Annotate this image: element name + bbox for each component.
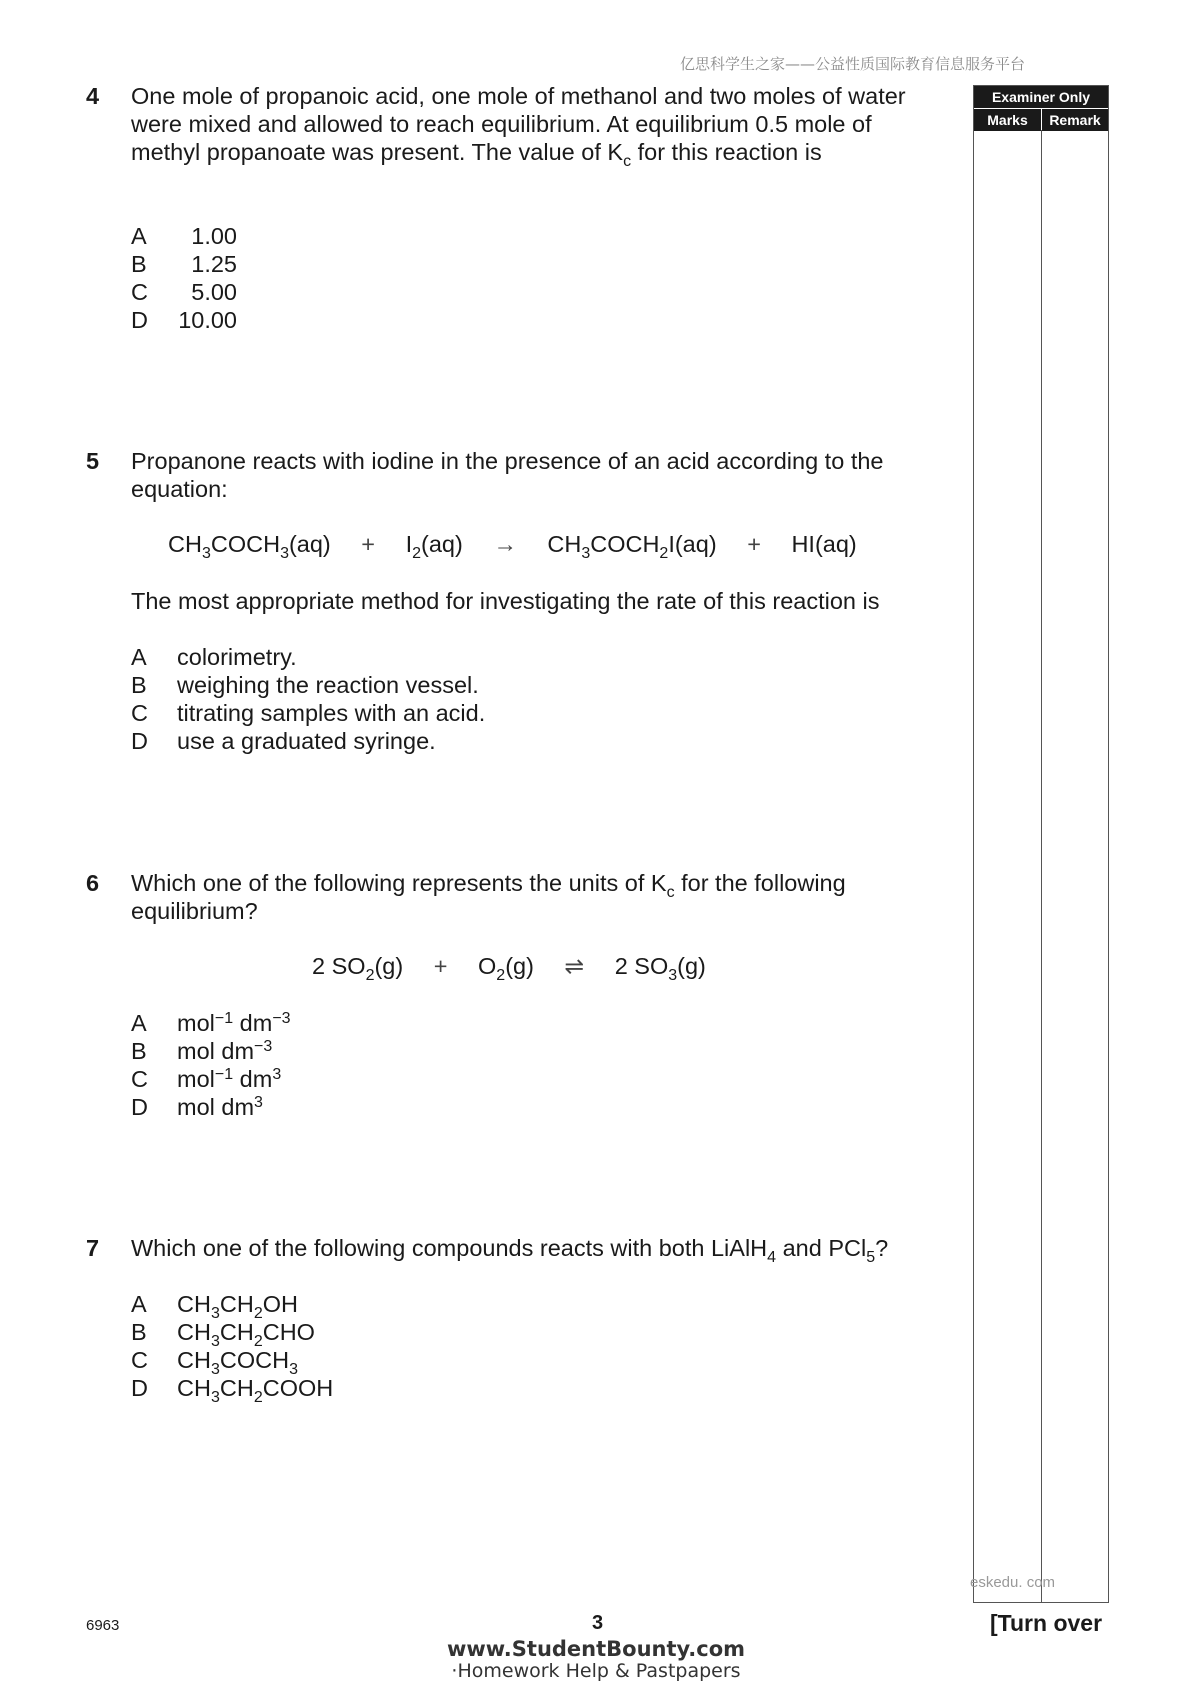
question-6 [86,869,926,925]
remark-column-header: Remark [1049,112,1101,128]
equilibrium-equation: 2 $SO_2(g) + O_2(g)$ ⇌ 2 $SO_3(g)$ [312,953,706,984]
option-b: B weighing the reaction vessel. [131,672,479,698]
question-text: Which one of the following represents the units of $K_c$ for the following equilibrium? [131,870,846,924]
page-number: 3 [592,1612,604,1634]
q7-options [131,1290,334,1406]
examiner-only-box [973,85,1109,1603]
q5-options [131,643,485,755]
studentbounty-logo[interactable] [446,1638,746,1682]
option-c: C 5.00 [131,279,237,305]
column-divider [1041,130,1042,1602]
question-number: 6 [86,870,100,896]
header-watermark: 亿思科学生之家——公益性质国际教育信息服务平台 [680,55,1026,73]
logo-url: www.StudentBounty.com [446,1637,746,1661]
logo-tagline: ·Homework Help & Pastpapers [451,1660,741,1682]
question-5-stem [86,587,926,615]
examiner-only-title: Examiner Only [974,86,1108,108]
option-d: D use a graduated syringe. [131,728,436,754]
question-5 [86,447,926,503]
question-4 [86,82,926,170]
turn-over-label: [Turn over [990,1610,1103,1636]
q4-options [131,222,237,334]
option-c: C $CH_3COCH_3$ [131,1347,298,1378]
option-b: B $CH_3CH_2CHO$ [131,1319,315,1350]
option-c: C mol$^{-1}$ $dm^3$ [131,1066,282,1092]
question-7 [86,1234,926,1266]
eskedu-watermark: eskedu. com [970,1574,1056,1591]
q6-options [131,1009,291,1121]
option-a: A mol$^{-1}$ $dm^{-3}$ [131,1010,291,1036]
question-text: Propanone reacts with iodine in the presence of an acid according to the equation: [131,448,884,502]
question-number: 7 [86,1235,100,1261]
option-b: B mol $dm^{-3}$ [131,1038,273,1064]
option-a: A $CH_3CH_2OH$ [131,1291,298,1322]
examiner-columns-header [974,108,1108,131]
question-text: The most appropriate method for investigating the rate of this reaction is [131,588,880,614]
marks-column-header: Marks [974,109,1042,131]
question-number: 4 [86,83,100,109]
question-text: One mole of propanoic acid, one mole of methanol and two moles of water were mixed and allowed to reach equilibrium. At equilibrium 0.5 mole of methyl propanoate was present. The value of $K_c$ for this reaction is [131,83,906,170]
option-a: A colorimetry. [131,644,297,670]
question-number: 5 [86,448,100,474]
option-d: D mol $dm^3$ [131,1094,263,1120]
option-a: A 1.00 [131,223,237,249]
option-c: C titrating samples with an acid. [131,700,486,726]
reaction-equation: $CH_3COCH_3(aq) + I_2(aq)$ → $CH_3COCH_2I(aq) + HI(aq)$ [168,531,857,562]
option-b: B 1.25 [131,251,237,277]
paper-code: 6963 [86,1617,120,1634]
option-d: D 10.00 [131,307,237,333]
option-d: D $CH_3CH_2COOH$ [131,1375,334,1406]
question-text: Which one of the following compounds reacts with both LiAlH$_4$ and PCl$_5$? [131,1235,889,1266]
